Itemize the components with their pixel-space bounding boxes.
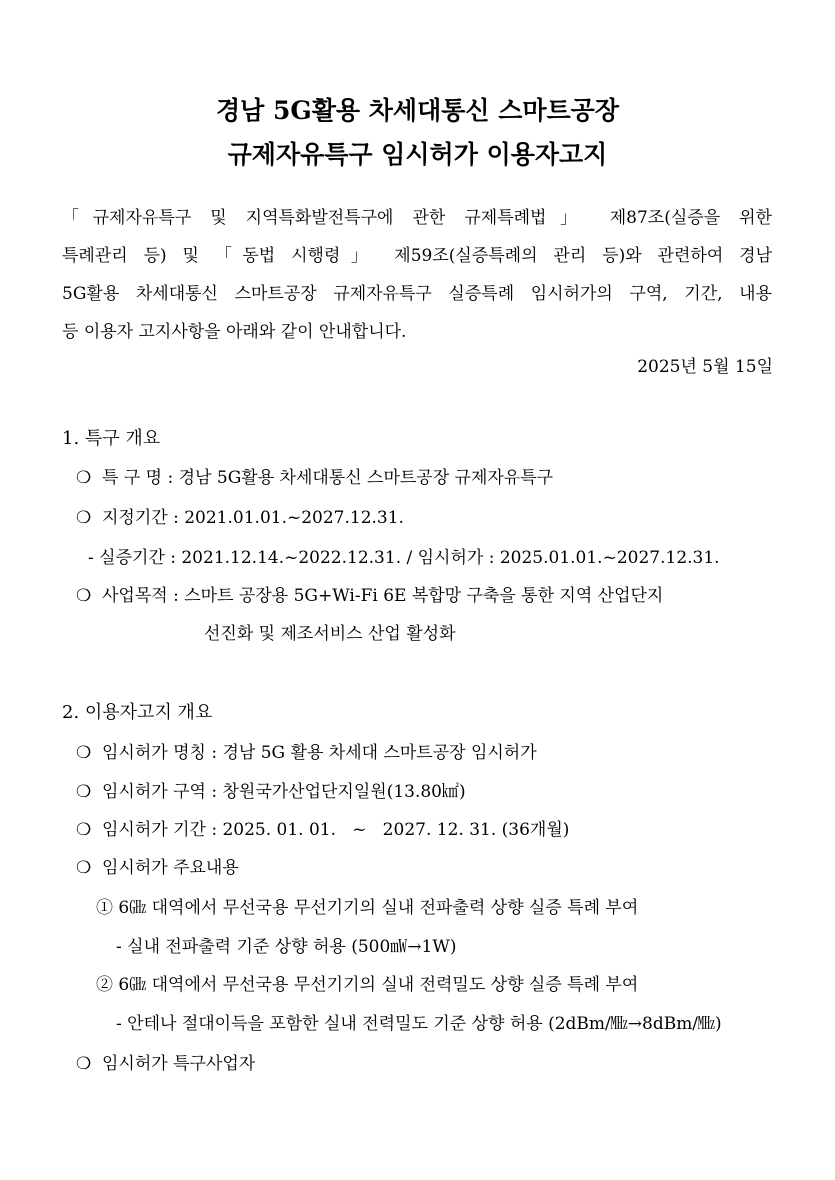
demonstration-period-row: - 실증기간 : 2021.12.14.~2022.12.31. / 임시허가 : 2025.01.01.~2027.12.31. <box>88 548 720 568</box>
permit-name-text: 임시허가 명칭 : 경남 5G 활용 차세대 스마트공장 임시허가 <box>102 743 537 763</box>
permit-name-row <box>76 742 537 764</box>
special-zone-name-value: 경남 5G활용 차세대통신 스마트공장 규제자유특구 <box>178 468 554 488</box>
bullet-circle-icon: ❍ <box>76 743 92 763</box>
permit-area-text: 임시허가 구역 : 창원국가산업단지일원(13.80㎢) <box>102 782 466 802</box>
permit-content-item-2: ② 6㎓ 대역에서 무선국용 무선기기의 실내 전력밀도 상향 실증 특례 부여 <box>96 975 639 995</box>
bullet-circle-icon: ❍ <box>76 508 92 528</box>
section1-period-row <box>76 507 404 529</box>
permit-content-item-2-detail: - 안테나 절대이득을 포함한 실내 전력밀도 기준 상향 허용 (2dBm/㎒→8dBm/㎒) <box>116 1014 722 1034</box>
permit-content-heading-row <box>76 857 239 879</box>
designation-period-value: 2021.01.01.~2027.12.31. <box>184 508 404 528</box>
permit-content-item-1-detail: - 실내 전파출력 기준 상향 허용 (500㎽→1W) <box>116 937 457 957</box>
section2-heading: 2. 이용자고지 개요 <box>62 702 213 723</box>
intro-line-2: 특례관리 등) 및 「동법 시행령」 제59조(실증특례의 관리 등)와 관련하여 경남 <box>62 246 772 266</box>
intro-line-4: 등 이용자 고지사항을 아래와 같이 안내합니다. <box>62 322 407 342</box>
section1-name-row <box>76 467 553 489</box>
permit-area-row <box>76 781 466 803</box>
bullet-circle-icon: ❍ <box>76 468 92 488</box>
document-title-line1: 경남 5G활용 차세대통신 스마트공장 <box>216 96 619 125</box>
business-purpose-line1: 스마트 공장용 5G+Wi-Fi 6E 복합망 구축을 통한 지역 산업단지 <box>184 586 664 606</box>
permit-period-text: 임시허가 기간 : 2025. 01. 01. ~ 2027. 12. 31. (36개월) <box>102 820 570 840</box>
designation-period-label: 지정기간 : <box>102 508 179 528</box>
intro-line-3: 5G활용 차세대통신 스마트공장 규제자유특구 실증특례 임시허가의 구역, 기간, 내용 <box>62 284 772 304</box>
special-zone-name-label: 특 구 명 : <box>102 468 174 488</box>
business-purpose-label: 사업목적 : <box>102 586 179 606</box>
document-date: 2025년 5월 15일 <box>637 357 773 377</box>
section1-purpose-row <box>76 585 663 607</box>
permit-operator-row <box>76 1053 255 1075</box>
permit-operator-heading: 임시허가 특구사업자 <box>102 1054 256 1074</box>
document-title-line2: 규제자유특구 임시허가 이용자고지 <box>227 140 608 169</box>
business-purpose-line2: 선진화 및 제조서비스 산업 활성화 <box>204 624 456 644</box>
permit-content-item-1: ① 6㎓ 대역에서 무선국용 무선기기의 실내 전파출력 상향 실증 특례 부여 <box>96 898 639 918</box>
section1-heading: 1. 특구 개요 <box>62 428 161 449</box>
bullet-circle-icon: ❍ <box>76 782 92 802</box>
bullet-circle-icon: ❍ <box>76 820 92 840</box>
permit-content-heading: 임시허가 주요내용 <box>102 858 239 878</box>
bullet-circle-icon: ❍ <box>76 1054 92 1074</box>
intro-line-1: 「규제자유특구 및 지역특화발전특구에 관한 규제특례법」 제87조(실증을 위한 <box>62 208 772 228</box>
bullet-circle-icon: ❍ <box>76 858 92 878</box>
bullet-circle-icon: ❍ <box>76 586 92 606</box>
permit-period-row <box>76 819 569 841</box>
